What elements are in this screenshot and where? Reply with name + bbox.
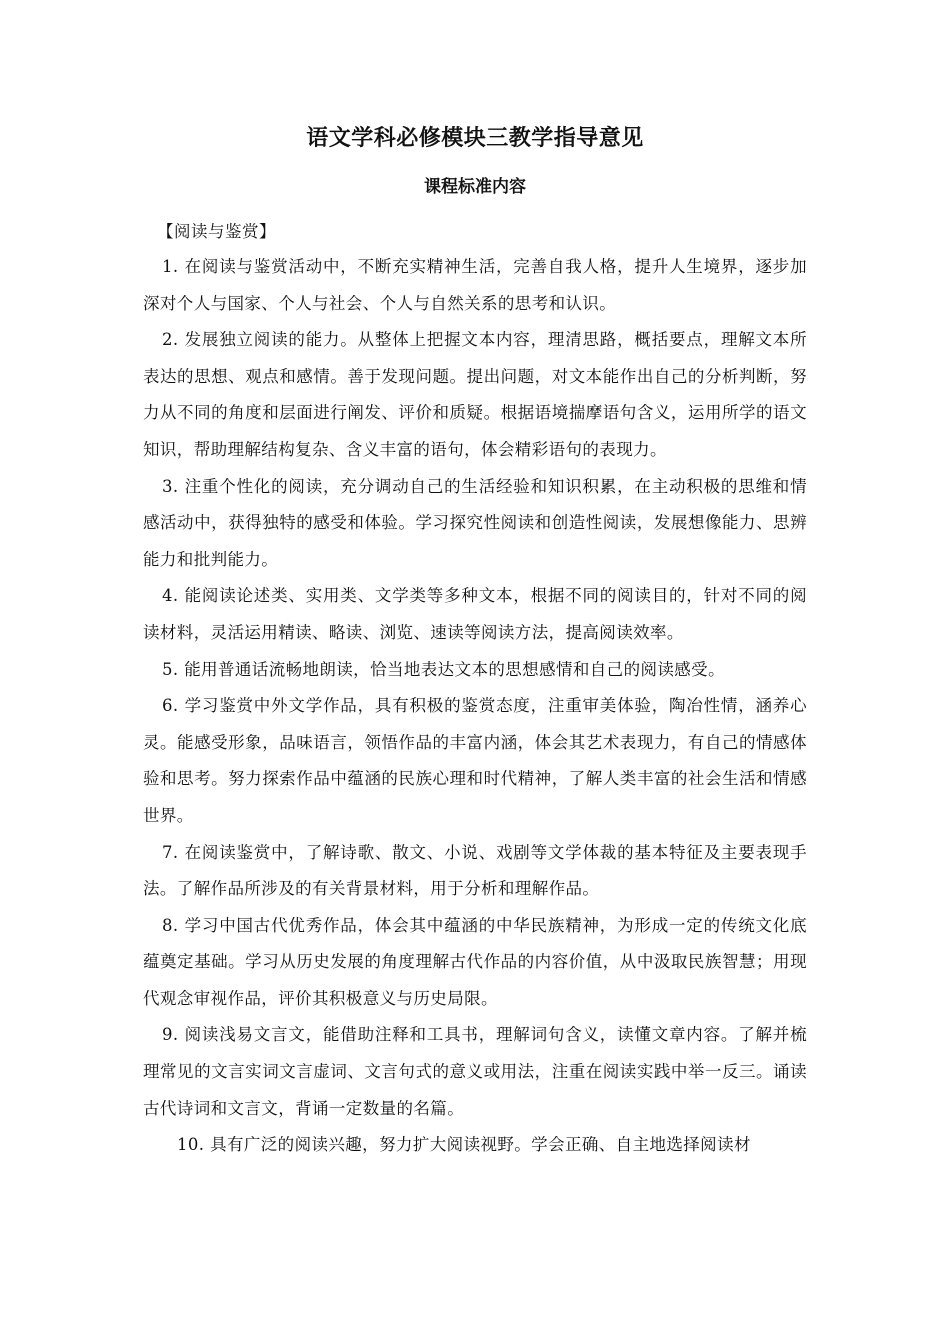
paragraph-3: 3. 注重个性化的阅读，充分调动自己的生活经验和知识积累，在主动积极的思维和情感活动中，获得独特的感受和体验。学习探究性阅读和创造性阅读，发展想像能力、思辨能力和批判能力。 bbox=[143, 476, 807, 569]
paragraph-4: 4. 能阅读论述类、实用类、文学类等多种文本，根据不同的阅读目的，针对不同的阅读材料，灵活运用精读、略读、浏览、速读等阅读方法，提高阅读效率。 bbox=[143, 586, 807, 642]
paragraph-8: 8. 学习中国古代优秀作品，体会其中蕴涵的中华民族精神，为形成一定的传统文化底蕴奠定基础。学习从历史发展的角度理解古代作品的内容价值，从中汲取民族智慧；用现代观念审视作品，评价其积极意义与历史局限。 bbox=[143, 915, 807, 1008]
document-page bbox=[143, 118, 807, 1164]
document-subtitle: 课程标准内容 bbox=[424, 177, 526, 197]
paragraph-7: 7. 在阅读鉴赏中，了解诗歌、散文、小说、戏剧等文学体裁的基本特征及主要表现手法。了解作品所涉及的有关背景材料，用于分析和理解作品。 bbox=[143, 842, 807, 899]
paragraph-6: 6. 学习鉴赏中外文学作品，具有积极的鉴赏态度，注重审美体验，陶冶性情，涵养心灵。能感受形象，品味语言，领悟作品的丰富内涵，体会其艺术表现力，有自己的情感体验和思考。努力探索作品中蕴涵的民族心理和时代精神，了解人类丰富的社会生活和情感世界。 bbox=[143, 696, 807, 825]
paragraph-2: 2. 发展独立阅读的能力。从整体上把握文本内容，理清思路，概括要点，理解文本所表达的思想、观点和感情。善于发现问题。提出问题，对文本能作出自己的分析判断，努力从不同的角度和层面进行阐发、评价和质疑。根据语境揣摩语句含义，运用所学的语文知识，帮助理解结构复杂、含义丰富的语句，体会精彩语句的表现力。 bbox=[143, 330, 807, 459]
paragraph-9: 9. 阅读浅易文言文，能借助注释和工具书，理解词句含义，读懂文章内容。了解并梳理常见的文言实词文言虚词、文言句式的意义或用法，注重在阅读实践中举一反三。诵读古代诗词和文言文，背诵一定数量的名篇。 bbox=[143, 1025, 807, 1118]
document-title: 语文学科必修模块三教学指导意见 bbox=[306, 125, 644, 151]
section-heading: 【阅读与鉴赏】 bbox=[157, 222, 276, 241]
paragraph-5: 5. 能用普通话流畅地朗读，恰当地表达文本的思想感情和自己的阅读感受。 bbox=[162, 659, 725, 679]
paragraph-10: 10. 具有广泛的阅读兴趣，努力扩大阅读视野。学会正确、自主地选择阅读材 bbox=[177, 1135, 751, 1155]
paragraph-1: 1. 在阅读与鉴赏活动中，不断充实精神生活，完善自我人格，提升人生境界，逐步加深对个人与国家、个人与社会、个人与自然关系的思考和认识。 bbox=[143, 257, 807, 313]
